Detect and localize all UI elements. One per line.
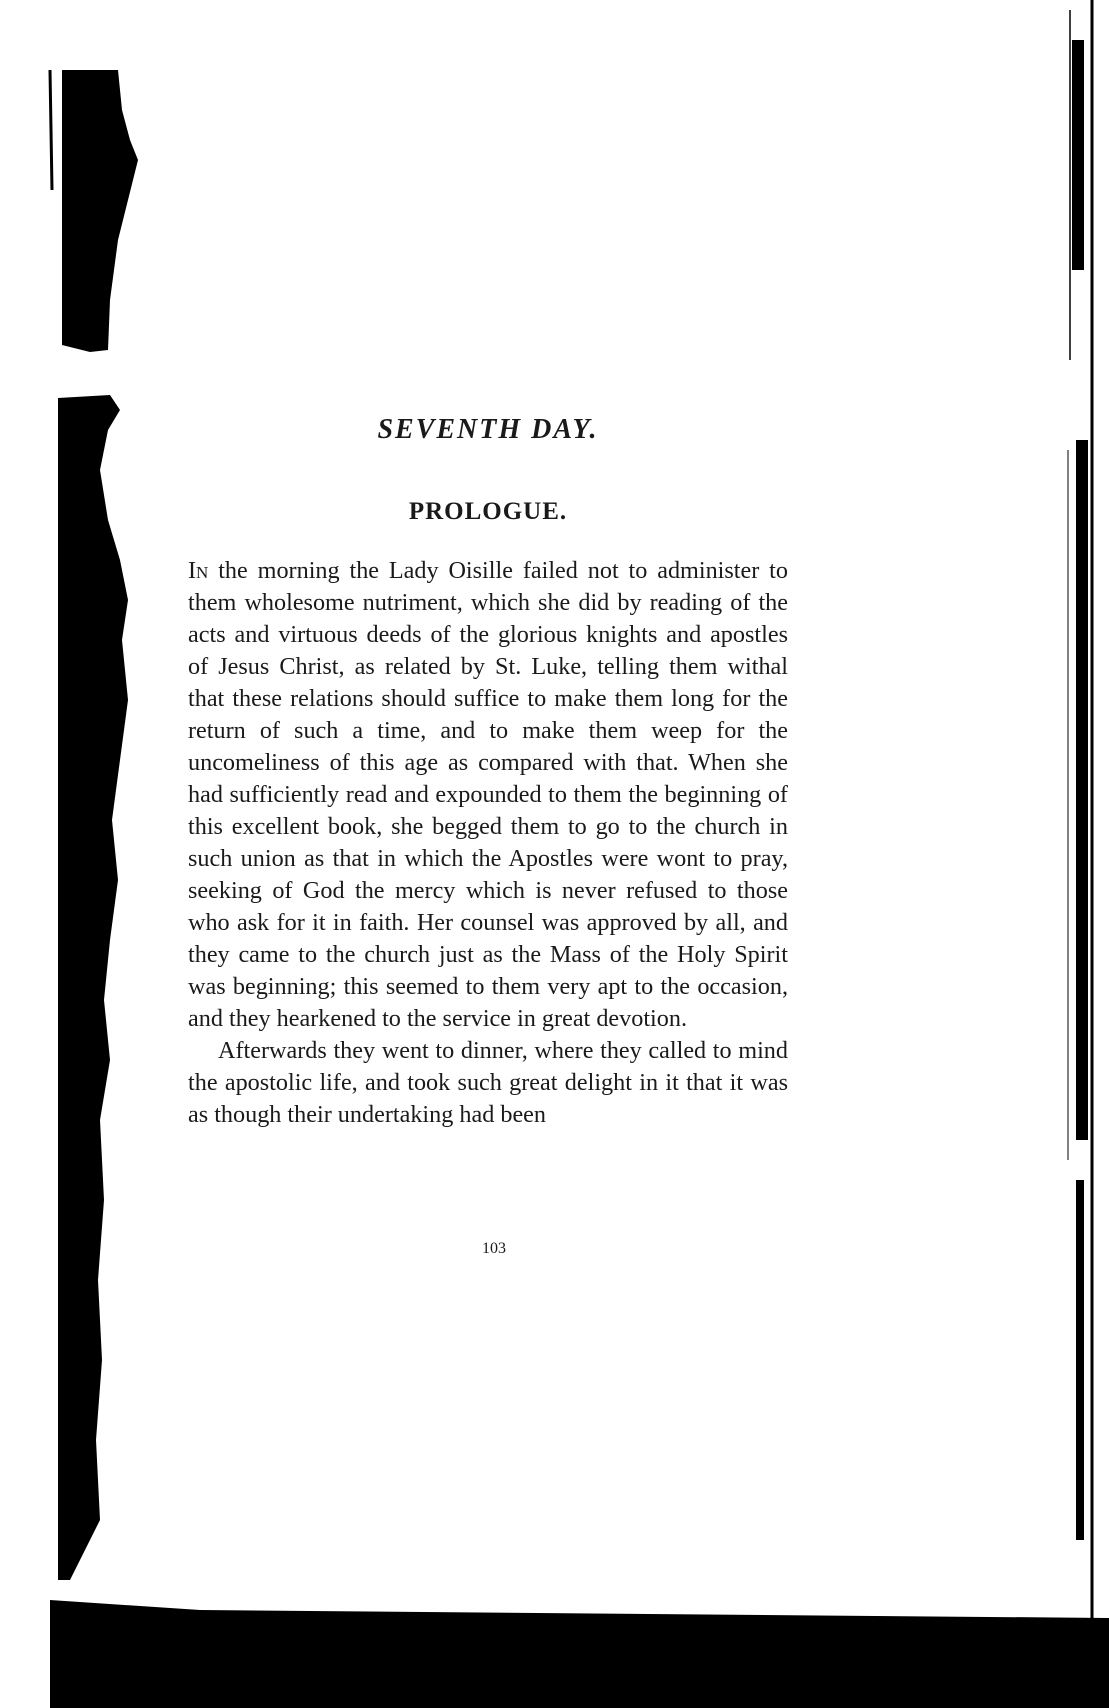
left-edge-line [50,70,52,190]
left-binding-shadow-main [58,395,128,1580]
paragraph-1-text: the morning the Lady Oisille failed not to administer to them wholesome nutriment, which she did by reading of the acts and virtuous deeds of the glorious knights and apostles of Jesus Christ, as related by St. Luke, telling them withal that these relations should suffice to make them long for the return of such a time, and to make them weep for the uncomeliness of this age as compared with that. When she had sufficiently read and expounded to them the beginning of this excellent book, she begged them to go to the church in such union as that in which the Apostles were wont to pray, seeking of God the mercy which is never refused to those who ask for it in faith. Her counsel was approved by all, and they came to the church just as the Mass of the Holy Spirit was beginning; this seemed to them very apt to the occasion, and they hearkened to the service in great devotion. [188,557,788,1032]
right-binding-band-mid [1076,440,1088,1140]
paragraph-1 [188,555,788,1035]
left-binding-shadow-upper [62,70,138,352]
page-text-block [188,410,788,1131]
day-title: SEVENTH DAY. [377,414,599,445]
drop-word: In [188,557,209,584]
section-title: PROLOGUE. [408,498,568,525]
right-binding-band-low [1076,1180,1084,1540]
bottom-scan-bar [50,1600,1109,1708]
paragraph-2: Afterwards they went to dinner, where they called to mind the apostolic life, and took such great delight in it that it was as though their undertaking had been [188,1037,788,1128]
right-binding-band-top [1072,40,1084,270]
page-number: 103 [482,1240,506,1257]
